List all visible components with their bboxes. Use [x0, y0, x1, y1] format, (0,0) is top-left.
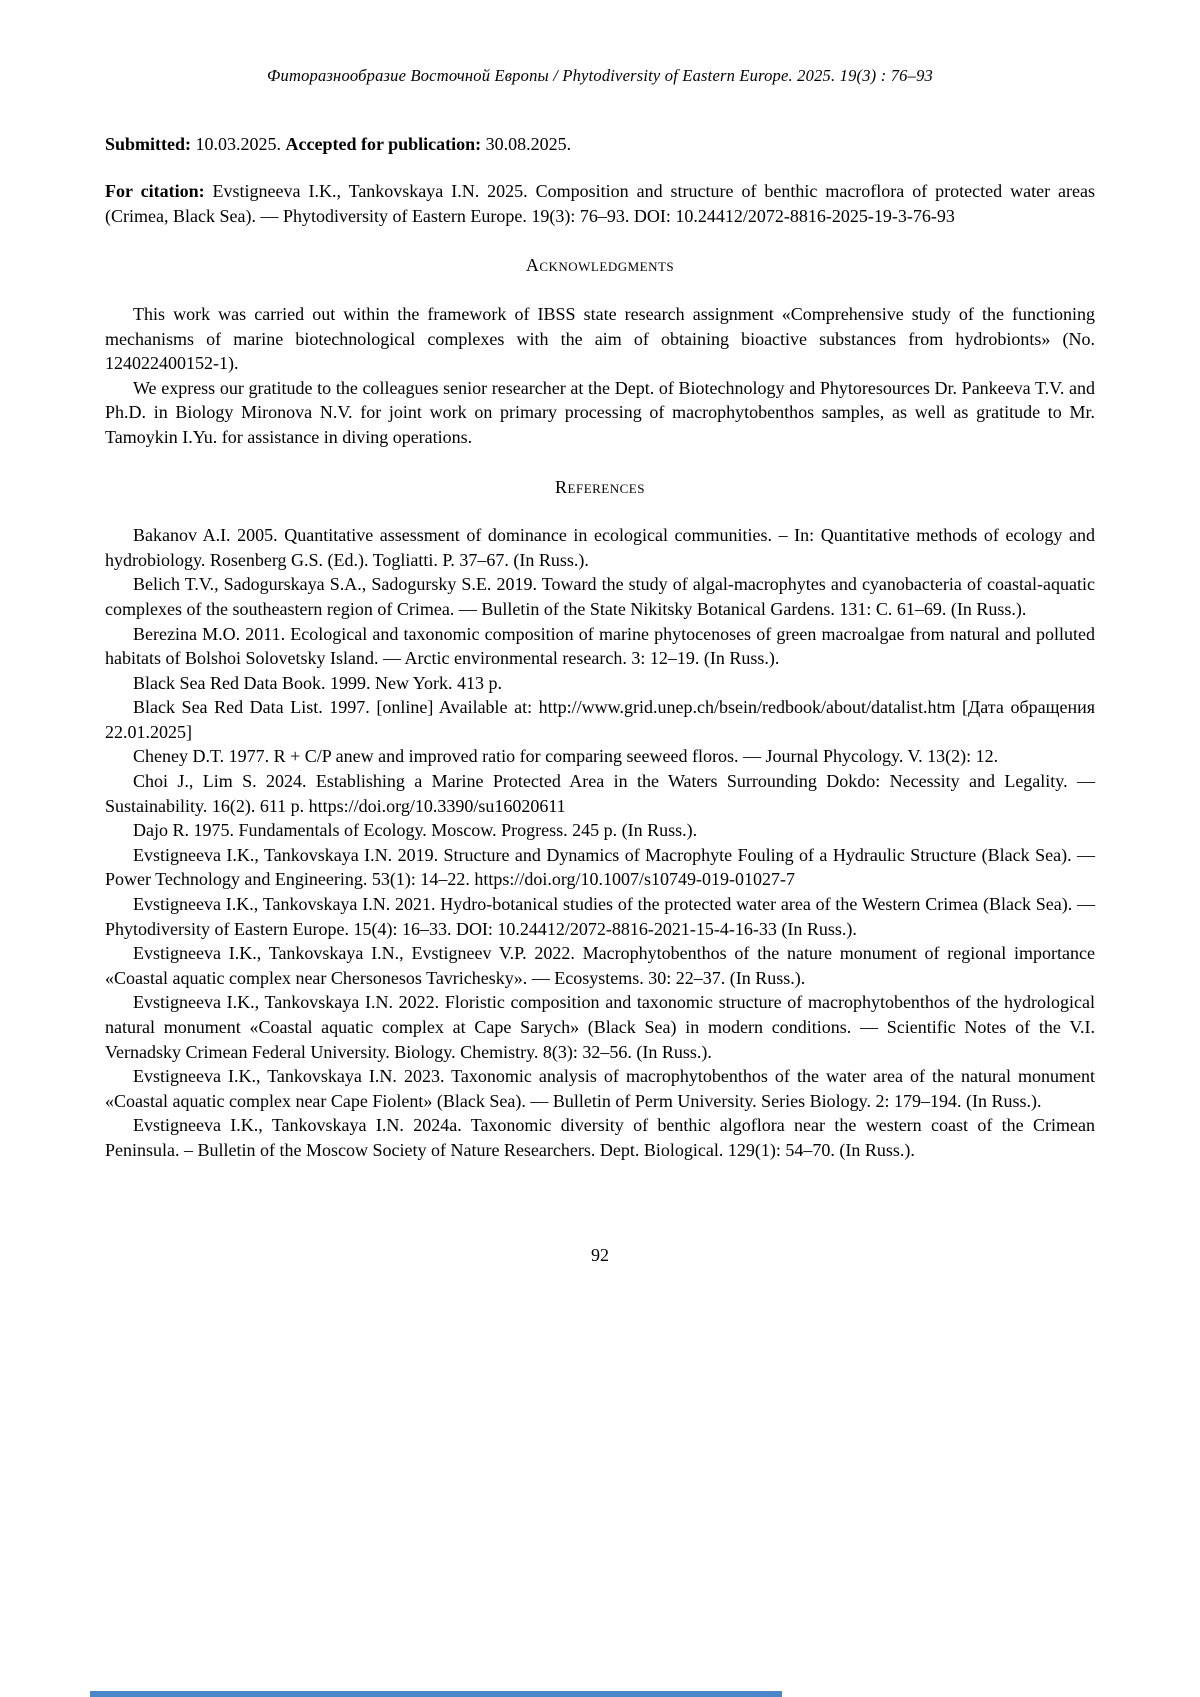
reference-item: Evstigneeva I.K., Tankovskaya I.N. 2021. Hydro-botanical studies of the protected water area of the Western Crimea (Black Sea). — Phytodiversity of Eastern Europe. 15(4): 16–33. DOI: 10.24412/2072-8816-2021-15-4-16-33 (In Russ.). — [105, 894, 1095, 939]
reference-item: Evstigneeva I.K., Tankovskaya I.N. 2023. Taxonomic analysis of macrophytobenthos of the water area of the natural monument «Coastal aquatic complex near Cape Fiolent» (Black Sea). — Bulletin of Perm University. Series Biology. 2: 179–194. (In Russ.). — [105, 1066, 1095, 1111]
acknowledgments-paragraph-2: We express our gratitude to the colleagues senior researcher at the Dept. of Biotechnology and Phytoresources Dr. Pankeeva T.V. and Ph.D. in Biology Mironova N.V. for joint work on primary processing of macrophytobenthos samples, as well as gratitude to Mr. Tamoykin I.Yu. for assistance in diving operations. — [105, 377, 1095, 447]
accepted-label: Accepted for publication: — [285, 133, 482, 154]
bottom-accent-bar — [90, 1691, 782, 1697]
reference-item: Belich T.V., Sadogurskaya S.A., Sadogursky S.E. 2019. Toward the study of algal-macrophytes and cyanobacteria of coastal-aquatic complexes of the southeastern region of Crimea. — Bulletin of the State Nikitsky Botanical Gardens. 131: C. 61–69. (In Russ.). — [105, 574, 1095, 619]
reference-item: Evstigneeva I.K., Tankovskaya I.N. 2019. Structure and Dynamics of Macrophyte Fouling of a Hydraulic Structure (Black Sea). — Power Technology and Engineering. 53(1): 14–22. https://doi.org/10.1007/s10749-019-01027-7 — [105, 844, 1095, 890]
citation-text: Evstigneeva I.K., Tankovskaya I.N. 2025. Composition and structure of benthic macroflora of protected water areas (Crimea, Black Sea). — Phytodiversity of Eastern Europe. 19(3): 76–93. DOI: 10.24412/2072-8816-2025-19-3-76-93 — [105, 181, 1095, 226]
page-number: 92 — [591, 1244, 609, 1265]
reference-item: Evstigneeva I.K., Tankovskaya I.N. 2024a. Taxonomic diversity of benthic algoflora near the western coast of the Crimean Peninsula. – Bulletin of the Moscow Society of Nature Researchers. Dept. Biological. 129(1): 54–70. (In Russ.). — [105, 1115, 1095, 1160]
references-heading: References — [555, 476, 645, 497]
submitted-date: 10.03.2025. — [191, 133, 286, 154]
reference-item: Cheney D.T. 1977. R + C/P anew and improved ratio for comparing seeweed floros. — Journal Phycology. V. 13(2): 12. — [133, 746, 999, 767]
submitted-label: Submitted: — [105, 133, 192, 154]
reference-item: Evstigneeva I.K., Tankovskaya I.N. 2022. Floristic composition and taxonomic structure of macrophytobenthos of the hydrological natural monument «Coastal aquatic complex at Cape Sarych» (Black Sea) in modern conditions. — Scientific Notes of the V.I. Vernadsky Crimean Federal University. Biology. Chemistry. 8(3): 32–56. (In Russ.). — [105, 992, 1095, 1062]
reference-item: Choi J., Lim S. 2024. Establishing a Marine Protected Area in the Waters Surrounding Dokdo: Necessity and Legality. — Sustainability. 16(2). 611 p. https://doi.org/10.3390/su16020611 — [105, 771, 1095, 816]
references-list — [105, 523, 1095, 1162]
running-head: Фиторазнообразие Восточной Европы / Phytodiversity of Eastern Europe. 2025. 19(3) : 76–93 — [267, 66, 933, 85]
reference-item: Black Sea Red Data List. 1997. [online] Available at: http://www.grid.unep.ch/bsein/redbook/about/datalist.htm [Дата обращения 22.01.2025] — [105, 697, 1095, 742]
accepted-date: 30.08.2025. — [481, 133, 572, 154]
reference-item: Black Sea Red Data Book. 1999. New York. 413 p. — [133, 672, 502, 693]
acknowledgments-paragraph-1: This work was carried out within the framework of IBSS state research assignment «Comprehensive study of the functioning mechanisms of marine biotechnological complexes with the aim of obtaining bioactive substances from hydrobionts» (No. 124022400152-1). — [105, 303, 1095, 374]
reference-item: Dajo R. 1975. Fundamentals of Ecology. Moscow. Progress. 245 p. (In Russ.). — [133, 820, 698, 841]
citation-paragraph — [105, 179, 1095, 228]
citation-label: For citation: — [105, 181, 205, 202]
acknowledgments-heading: Acknowledgments — [525, 255, 675, 276]
reference-item: Evstigneeva I.K., Tankovskaya I.N., Evstigneev V.P. 2022. Macrophytobenthos of the nature monument of regional importance «Coastal aquatic complex near Chersonesos Tavrichesky». — Ecosystems. 30: 22–37. (In Russ.). — [105, 943, 1095, 988]
reference-item: Berezina M.O. 2011. Ecological and taxonomic composition of marine phytocenoses of green macroalgae from natural and polluted habitats of Bolshoi Solovetsky Island. — Arctic environmental research. 3: 12–19. (In Russ.). — [105, 623, 1095, 669]
reference-item: Bakanov A.I. 2005. Quantitative assessment of dominance in ecological communities. – In: Quantitative methods of ecology and hydrobiology. Rosenberg G.S. (Ed.). Togliatti. P. 37–67. (In Russ.). — [105, 525, 1095, 570]
submission-info — [105, 132, 1095, 157]
